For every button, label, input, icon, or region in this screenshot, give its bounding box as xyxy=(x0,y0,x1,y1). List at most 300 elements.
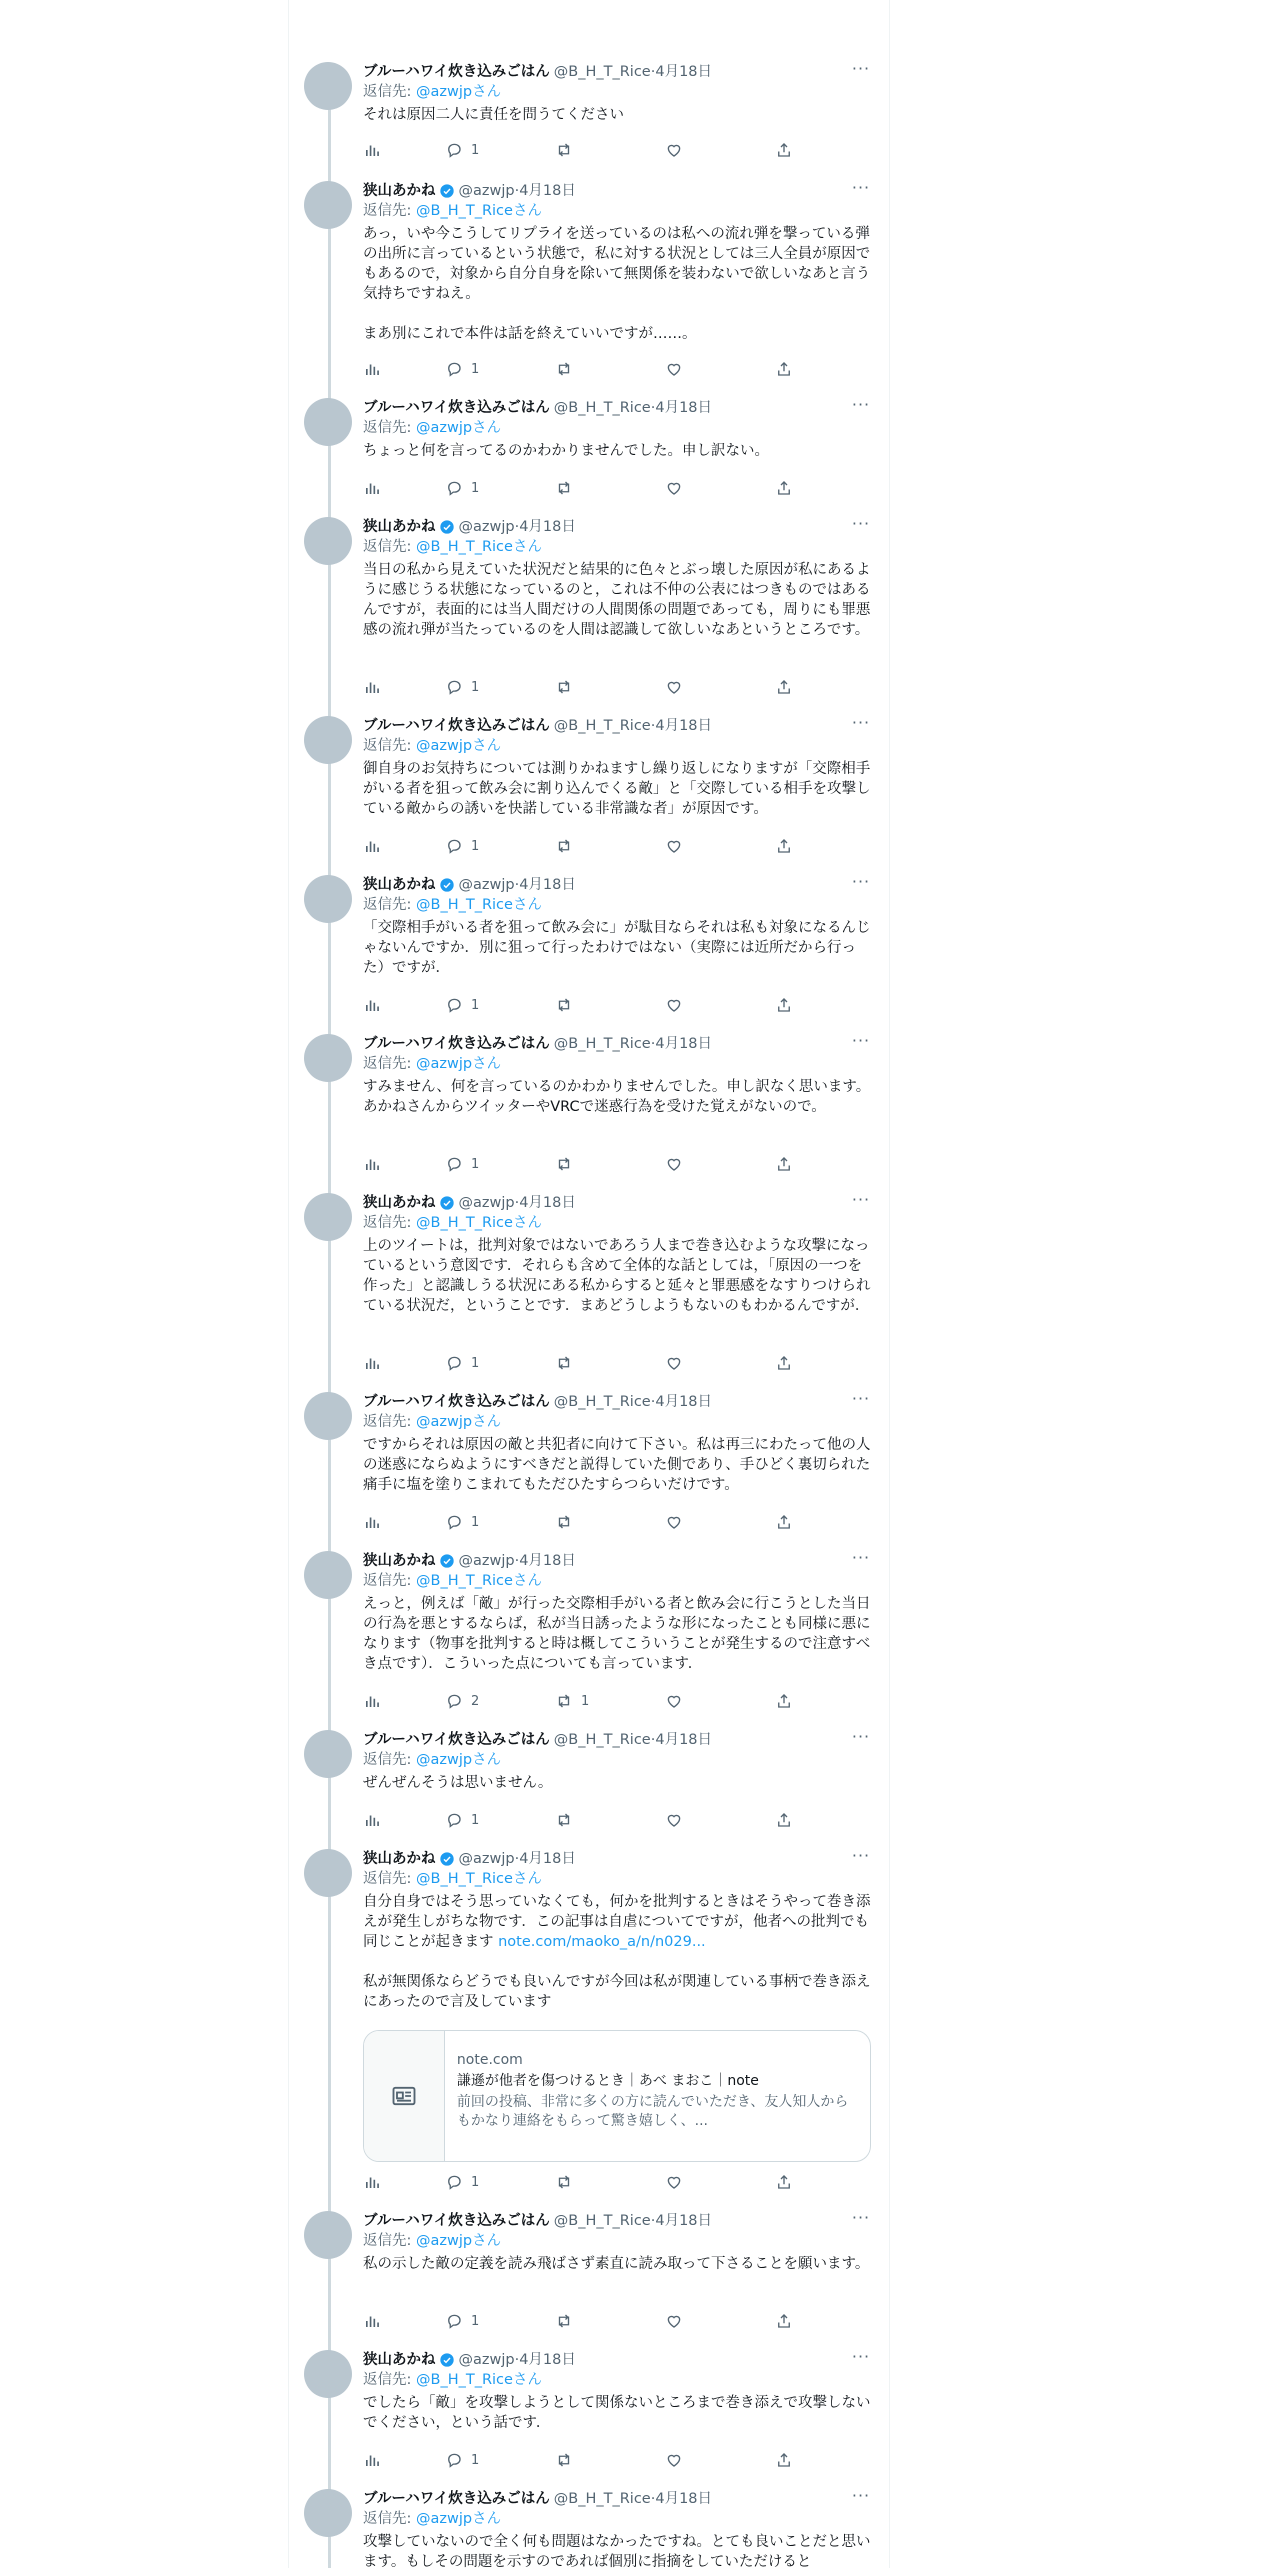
reply-count: 1 xyxy=(471,2452,480,2468)
display-name[interactable]: ブルーハワイ炊き込みごはん xyxy=(363,2491,550,2507)
retweet-button[interactable] xyxy=(555,359,581,379)
display-name[interactable]: 狭山あかね xyxy=(363,877,436,893)
tweet-actions xyxy=(363,995,803,1015)
tweet-date[interactable]: 4月18日 xyxy=(519,877,576,893)
tweet-text: すみません、何を言っているのかわかりませんでした。申し訳なく思います。あかねさんからツイッターやVRCで迷惑行為を受けた覚えがないので。 xyxy=(363,1079,871,1115)
retweet-button[interactable] xyxy=(555,2450,581,2470)
tweet-header xyxy=(363,1031,875,1054)
reply-to-suffix: さん xyxy=(472,420,502,436)
reply-to-prefix: 返信先: xyxy=(363,203,416,219)
tweet-date[interactable]: 4月18日 xyxy=(519,183,576,199)
reply-to xyxy=(363,1054,875,1075)
date-separator: · xyxy=(514,1195,520,1211)
tweet-header xyxy=(363,59,875,82)
avatar[interactable] xyxy=(304,398,352,446)
share-button[interactable] xyxy=(775,1810,793,1830)
user-handle[interactable]: @B_H_T_Rice xyxy=(553,718,651,734)
reply-button[interactable] xyxy=(445,359,479,379)
tweet-actions xyxy=(363,1154,803,1174)
more-options-icon[interactable]: ··· xyxy=(851,1190,871,1209)
reply-icon xyxy=(445,1155,463,1173)
analytics-icon xyxy=(363,1811,381,1829)
share-button[interactable] xyxy=(775,1353,793,1373)
like-button[interactable] xyxy=(665,2172,683,2192)
more-options-icon[interactable]: ··· xyxy=(851,2486,871,2505)
share-icon xyxy=(775,2451,793,2469)
share-button[interactable] xyxy=(775,359,793,379)
tweet-header xyxy=(363,713,875,736)
retweet-icon xyxy=(555,141,573,159)
user-handle[interactable]: @azwjp xyxy=(458,1851,515,1867)
tweet-actions xyxy=(363,1353,803,1373)
share-icon xyxy=(775,837,793,855)
retweet-icon xyxy=(555,678,573,696)
retweet-button[interactable] xyxy=(555,1353,581,1373)
tweet-header xyxy=(363,1727,875,1750)
more-options-icon[interactable]: ··· xyxy=(851,1031,871,1050)
share-icon xyxy=(775,2173,793,2191)
more-options-icon[interactable]: ··· xyxy=(851,59,871,78)
share-button[interactable] xyxy=(775,1691,793,1711)
tweet-body xyxy=(363,1594,875,1674)
user-handle[interactable]: @B_H_T_Rice xyxy=(553,2213,651,2229)
user-handle[interactable]: @azwjp xyxy=(458,1195,515,1211)
date-separator: · xyxy=(650,2491,656,2507)
reply-count: 1 xyxy=(471,997,480,1013)
tweet-date[interactable]: 4月18日 xyxy=(655,1394,713,1410)
tweet-body xyxy=(363,2393,875,2433)
timeline-column xyxy=(288,0,890,2568)
reply-to-prefix: 返信先: xyxy=(363,1752,416,1768)
display-name[interactable]: 狭山あかね xyxy=(363,1851,436,1867)
tweet-text: でしたら「敵」を攻撃しようとして関係ないところまで巻き添えで攻撃しないでください，という話です． xyxy=(363,2395,871,2431)
reply-button[interactable] xyxy=(445,1691,479,1711)
reply-to-suffix: さん xyxy=(512,539,542,555)
reply-count: 1 xyxy=(471,2174,480,2190)
reply-count: 1 xyxy=(471,838,480,854)
reply-icon xyxy=(445,2312,463,2330)
more-options-icon[interactable]: ··· xyxy=(851,178,871,197)
tweet-date[interactable]: 4月18日 xyxy=(655,718,713,734)
reply-to-handle[interactable]: @B_H_T_Rice xyxy=(416,1215,513,1231)
tweet-body xyxy=(363,560,875,640)
user-handle[interactable]: @B_H_T_Rice xyxy=(553,2491,651,2507)
views-button[interactable] xyxy=(363,1810,381,1830)
user-handle[interactable]: @B_H_T_Rice xyxy=(553,1732,651,1748)
tweet-date[interactable]: 4月18日 xyxy=(655,400,713,416)
analytics-icon xyxy=(363,2173,381,2191)
tweet-header xyxy=(363,395,875,418)
tweet-text: ぜんぜんそうは思いません。 xyxy=(363,1775,553,1791)
like-button[interactable] xyxy=(665,1810,683,1830)
thread-line xyxy=(328,80,331,2568)
tweet-body xyxy=(363,224,875,344)
reply-button[interactable] xyxy=(445,1353,479,1373)
display-name[interactable]: ブルーハワイ炊き込みごはん xyxy=(363,1394,550,1410)
avatar[interactable] xyxy=(304,875,352,923)
reply-to-handle[interactable]: @azwjp xyxy=(416,738,473,754)
like-button[interactable] xyxy=(665,1512,683,1532)
analytics-icon xyxy=(363,1354,381,1372)
reply-icon xyxy=(445,1513,463,1531)
tweet-actions xyxy=(363,2311,803,2331)
analytics-icon xyxy=(363,1155,381,1173)
share-button[interactable] xyxy=(775,2450,793,2470)
tweet-actions xyxy=(363,1512,803,1532)
share-button[interactable] xyxy=(775,995,793,1015)
like-button[interactable] xyxy=(665,836,683,856)
reply-to xyxy=(363,201,875,222)
reply-button[interactable] xyxy=(445,1810,479,1830)
date-separator: · xyxy=(650,718,656,734)
user-handle[interactable]: @B_H_T_Rice xyxy=(553,64,651,80)
more-options-icon[interactable]: ··· xyxy=(851,713,871,732)
like-button[interactable] xyxy=(665,1353,683,1373)
tweet-body xyxy=(363,105,875,125)
tweet-header xyxy=(363,2486,875,2509)
like-button[interactable] xyxy=(665,677,683,697)
reply-to-handle[interactable]: @B_H_T_Rice xyxy=(416,1871,513,1887)
avatar[interactable] xyxy=(304,2211,352,2259)
views-button[interactable] xyxy=(363,140,381,160)
user-handle[interactable]: @B_H_T_Rice xyxy=(553,1036,651,1052)
display-name[interactable]: ブルーハワイ炊き込みごはん xyxy=(363,64,550,80)
like-button[interactable] xyxy=(665,1691,683,1711)
user-handle[interactable]: @azwjp xyxy=(458,1553,515,1569)
reply-to-suffix: さん xyxy=(472,1414,502,1430)
tweet-date[interactable]: 4月18日 xyxy=(519,519,576,535)
user-handle[interactable]: @B_H_T_Rice xyxy=(553,1394,651,1410)
tweet-actions xyxy=(363,2450,803,2470)
reply-count: 2 xyxy=(471,1693,480,1709)
heart-icon xyxy=(665,360,683,378)
tweet-header xyxy=(363,1548,875,1571)
avatar[interactable] xyxy=(304,2489,352,2537)
retweet-button[interactable] xyxy=(555,1691,589,1711)
reply-to xyxy=(363,1571,875,1592)
verified-badge-icon xyxy=(439,877,455,893)
reply-to-prefix: 返信先: xyxy=(363,420,416,436)
tweet-link[interactable]: note.com/maoko_a/n/n029... xyxy=(498,1934,706,1950)
views-button[interactable] xyxy=(363,2172,381,2192)
reply-to-handle[interactable]: @azwjp xyxy=(416,2233,473,2249)
reply-to-suffix: さん xyxy=(512,203,542,219)
reply-button[interactable] xyxy=(445,1512,479,1532)
more-options-icon[interactable]: ··· xyxy=(851,395,871,414)
tweet-date[interactable]: 4月18日 xyxy=(655,64,713,80)
retweet-button[interactable] xyxy=(555,1512,581,1532)
user-handle[interactable]: @azwjp xyxy=(458,2352,515,2368)
reply-count: 1 xyxy=(471,1355,480,1371)
like-button[interactable] xyxy=(665,2311,683,2331)
analytics-icon xyxy=(363,2312,381,2330)
avatar[interactable] xyxy=(304,716,352,764)
reply-to-prefix: 返信先: xyxy=(363,2233,416,2249)
tweet-date[interactable]: 4月18日 xyxy=(655,2491,713,2507)
views-button[interactable] xyxy=(363,1353,381,1373)
views-button[interactable] xyxy=(363,2311,381,2331)
display-name[interactable]: ブルーハワイ炊き込みごはん xyxy=(363,1732,550,1748)
reply-to-handle[interactable]: @azwjp xyxy=(416,84,473,100)
reply-button[interactable] xyxy=(445,677,479,697)
retweet-button[interactable] xyxy=(555,995,581,1015)
verified-badge-icon xyxy=(439,183,455,199)
share-icon xyxy=(775,1513,793,1531)
views-button[interactable] xyxy=(363,995,381,1015)
reply-button[interactable] xyxy=(445,478,479,498)
retweet-button[interactable] xyxy=(555,140,581,160)
reply-icon xyxy=(445,479,463,497)
retweet-count: 1 xyxy=(581,1693,590,1709)
more-options-icon[interactable]: ··· xyxy=(851,1727,871,1746)
avatar[interactable] xyxy=(304,517,352,565)
share-icon xyxy=(775,360,793,378)
tweet-actions xyxy=(363,359,803,379)
tweet-body xyxy=(363,2254,875,2274)
reply-icon xyxy=(445,1692,463,1710)
date-separator: · xyxy=(514,183,520,199)
reply-count: 1 xyxy=(471,679,480,695)
card-description: 前回の投稿、非常に多くの方に読んでいただき、友人知人からもかなり連絡をもらって驚き嬉しく、... xyxy=(456,2094,849,2129)
retweet-icon xyxy=(555,1155,573,1173)
reply-to-suffix: さん xyxy=(512,1573,542,1589)
reply-to-handle[interactable]: @azwjp xyxy=(416,1056,473,1072)
reply-to-handle[interactable]: @B_H_T_Rice xyxy=(416,2372,513,2388)
reply-count: 1 xyxy=(471,1514,480,1530)
tweet-header xyxy=(363,1846,875,1869)
avatar[interactable] xyxy=(304,1551,352,1599)
reply-to-handle[interactable]: @azwjp xyxy=(416,1414,473,1430)
reply-to-prefix: 返信先: xyxy=(363,1215,416,1231)
retweet-icon xyxy=(555,996,573,1014)
reply-button[interactable] xyxy=(445,2172,479,2192)
article-icon xyxy=(364,2031,445,2161)
like-button[interactable] xyxy=(665,478,683,498)
reply-icon xyxy=(445,996,463,1014)
card-domain: note.com xyxy=(456,2052,523,2068)
retweet-button[interactable] xyxy=(555,478,581,498)
display-name[interactable]: ブルーハワイ炊き込みごはん xyxy=(363,718,550,734)
views-button[interactable] xyxy=(363,1512,381,1532)
display-name[interactable]: 狭山あかね xyxy=(363,1195,436,1211)
reply-to xyxy=(363,895,875,916)
reply-button[interactable] xyxy=(445,1154,479,1174)
date-separator: · xyxy=(650,1394,656,1410)
more-options-icon[interactable]: ··· xyxy=(851,872,871,891)
heart-icon xyxy=(665,2173,683,2191)
retweet-icon xyxy=(555,479,573,497)
retweet-icon xyxy=(555,1354,573,1372)
reply-count: 1 xyxy=(471,2313,480,2329)
tweet-date[interactable]: 4月18日 xyxy=(519,1195,576,1211)
reply-to xyxy=(363,537,875,558)
share-icon xyxy=(775,2312,793,2330)
views-button[interactable] xyxy=(363,1691,381,1711)
share-icon xyxy=(775,141,793,159)
retweet-button[interactable] xyxy=(555,2172,581,2192)
user-handle[interactable]: @azwjp xyxy=(458,877,515,893)
reply-count: 1 xyxy=(471,480,480,496)
views-button[interactable] xyxy=(363,1154,381,1174)
reply-to-suffix: さん xyxy=(472,84,502,100)
user-handle[interactable]: @azwjp xyxy=(458,183,515,199)
avatar[interactable] xyxy=(304,181,352,229)
reply-button[interactable] xyxy=(445,995,479,1015)
views-button[interactable] xyxy=(363,836,381,856)
reply-to-handle[interactable]: @B_H_T_Rice xyxy=(416,1573,513,1589)
analytics-icon xyxy=(363,1513,381,1531)
display-name[interactable]: 狭山あかね xyxy=(363,519,436,535)
retweet-button[interactable] xyxy=(555,836,581,856)
tweet-text: 御自身のお気持ちについては測りかねますし繰り返しになりますが「交際相手がいる者を狙って飲み会に割り込んでくる敵」と「交際している相手を攻撃している敵からの誘いを快諾している非常識な者」が原因です。 xyxy=(363,761,871,817)
avatar[interactable] xyxy=(304,1392,352,1440)
reply-to-suffix: さん xyxy=(472,1752,502,1768)
like-button[interactable] xyxy=(665,995,683,1015)
heart-icon xyxy=(665,1155,683,1173)
like-button[interactable] xyxy=(665,140,683,160)
reply-button[interactable] xyxy=(445,2311,479,2331)
analytics-icon xyxy=(363,678,381,696)
analytics-icon xyxy=(363,996,381,1014)
tweet-date[interactable]: 4月18日 xyxy=(655,2213,713,2229)
retweet-button[interactable] xyxy=(555,1154,581,1174)
tweet-body xyxy=(363,759,875,819)
reply-icon xyxy=(445,678,463,696)
reply-count: 1 xyxy=(471,1812,480,1828)
reply-to-handle[interactable]: @azwjp xyxy=(416,1752,473,1768)
display-name[interactable]: ブルーハワイ炊き込みごはん xyxy=(363,400,550,416)
views-button[interactable] xyxy=(363,478,381,498)
like-button[interactable] xyxy=(665,359,683,379)
avatar[interactable] xyxy=(304,1849,352,1897)
user-handle[interactable]: @azwjp xyxy=(458,519,515,535)
reply-to-suffix: さん xyxy=(512,1215,542,1231)
reply-to xyxy=(363,736,875,757)
tweet-date[interactable]: 4月18日 xyxy=(519,2352,576,2368)
heart-icon xyxy=(665,1354,683,1372)
reply-button[interactable] xyxy=(445,140,479,160)
reply-count: 1 xyxy=(471,142,480,158)
retweet-button[interactable] xyxy=(555,1810,581,1830)
reply-to-handle[interactable]: @B_H_T_Rice xyxy=(416,897,513,913)
reply-to-handle[interactable]: @B_H_T_Rice xyxy=(416,203,513,219)
tweet-date[interactable]: 4月18日 xyxy=(655,1732,713,1748)
date-separator: · xyxy=(514,1851,520,1867)
like-button[interactable] xyxy=(665,1154,683,1174)
more-options-icon[interactable]: ··· xyxy=(851,514,871,533)
tweet-date[interactable]: 4月18日 xyxy=(519,1851,576,1867)
verified-badge-icon xyxy=(439,1195,455,1211)
reply-icon xyxy=(445,1811,463,1829)
retweet-icon xyxy=(555,2173,573,2191)
tweet-actions xyxy=(363,1691,803,1711)
date-separator: · xyxy=(650,2213,656,2229)
display-name[interactable]: 狭山あかね xyxy=(363,183,436,199)
tweet-date[interactable]: 4月18日 xyxy=(655,1036,713,1052)
more-options-icon[interactable]: ··· xyxy=(851,1389,871,1408)
more-options-icon[interactable]: ··· xyxy=(851,2208,871,2227)
tweet-actions xyxy=(363,478,803,498)
display-name[interactable]: ブルーハワイ炊き込みごはん xyxy=(363,2213,550,2229)
retweet-button[interactable] xyxy=(555,677,581,697)
date-separator: · xyxy=(650,400,656,416)
share-button[interactable] xyxy=(775,478,793,498)
share-button[interactable] xyxy=(775,1154,793,1174)
avatar[interactable] xyxy=(304,62,352,110)
reply-button[interactable] xyxy=(445,2450,479,2470)
tweet-text: 「交際相手がいる者を狙って飲み会に」が駄目ならそれは私も対象になるんじゃないんですか．別に狙って行ったわけではない（実際には近所だから行った）ですが． xyxy=(363,920,871,976)
tweet-header xyxy=(363,2347,875,2370)
reply-to xyxy=(363,2231,875,2252)
reply-to-handle[interactable]: @B_H_T_Rice xyxy=(416,539,513,555)
reply-to-prefix: 返信先: xyxy=(363,539,416,555)
reply-count: 1 xyxy=(471,361,480,377)
tweet-date[interactable]: 4月18日 xyxy=(519,1553,576,1569)
reply-to-prefix: 返信先: xyxy=(363,897,416,913)
share-button[interactable] xyxy=(775,836,793,856)
date-separator: · xyxy=(514,519,520,535)
tweet-body xyxy=(363,1077,875,1117)
verified-badge-icon xyxy=(439,1851,455,1867)
share-button[interactable] xyxy=(775,140,793,160)
reply-to-handle[interactable]: @azwjp xyxy=(416,420,473,436)
tweet-header xyxy=(363,1190,875,1213)
avatar[interactable] xyxy=(304,1730,352,1778)
avatar[interactable] xyxy=(304,1034,352,1082)
display-name[interactable]: ブルーハワイ炊き込みごはん xyxy=(363,1036,550,1052)
display-name[interactable]: 狭山あかね xyxy=(363,1553,436,1569)
more-options-icon[interactable]: ··· xyxy=(851,1846,871,1865)
share-icon xyxy=(775,1692,793,1710)
tweet-body xyxy=(363,2532,875,2572)
like-button[interactable] xyxy=(665,2450,683,2470)
reply-to-suffix: さん xyxy=(472,2233,502,2249)
share-icon xyxy=(775,1354,793,1372)
retweet-icon xyxy=(555,360,573,378)
tweet-actions xyxy=(363,836,803,856)
heart-icon xyxy=(665,141,683,159)
tweet-text: えっと，例えば「敵」が行った交際相手がいる者と飲み会に行こうとした当日の行為を悪とするならば，私が当日誘ったような形になったことも同様に悪になります（物事を批判すると時は概してこういうことが発生するので注意すべき点です）．こういった点についても言っています． xyxy=(363,1596,871,1672)
link-card[interactable] xyxy=(363,2030,871,2162)
avatar[interactable] xyxy=(304,2350,352,2398)
reply-button[interactable] xyxy=(445,836,479,856)
tweet-actions xyxy=(363,2172,803,2192)
share-icon xyxy=(775,479,793,497)
views-button[interactable] xyxy=(363,359,381,379)
views-button[interactable] xyxy=(363,677,381,697)
reply-to-suffix: さん xyxy=(512,2372,542,2388)
user-handle[interactable]: @B_H_T_Rice xyxy=(553,400,651,416)
share-button[interactable] xyxy=(775,677,793,697)
share-button[interactable] xyxy=(775,1512,793,1532)
heart-icon xyxy=(665,1692,683,1710)
views-button[interactable] xyxy=(363,2450,381,2470)
more-options-icon[interactable]: ··· xyxy=(851,1548,871,1567)
share-button[interactable] xyxy=(775,2172,793,2192)
reply-to-handle[interactable]: @azwjp xyxy=(416,2511,473,2527)
more-options-icon[interactable]: ··· xyxy=(851,2347,871,2366)
display-name[interactable]: 狭山あかね xyxy=(363,2352,436,2368)
reply-to-suffix: さん xyxy=(512,1871,542,1887)
heart-icon xyxy=(665,678,683,696)
tweet-text: 上のツイートは，批判対象ではないであろう人まで巻き込むような攻撃になっているという意図です．それらも含めて全体的な話としては，「原因の一つを作った」と認識しうる状況にある私からすると延々と罪悪感をなすりつけられている状況だ，ということです．まあどうしようもないのもわかるんですが． xyxy=(363,1238,871,1314)
share-button[interactable] xyxy=(775,2311,793,2331)
avatar[interactable] xyxy=(304,1193,352,1241)
reply-to-prefix: 返信先: xyxy=(363,1414,416,1430)
tweet-header xyxy=(363,2208,875,2231)
retweet-icon xyxy=(555,1692,573,1710)
retweet-button[interactable] xyxy=(555,2311,581,2331)
